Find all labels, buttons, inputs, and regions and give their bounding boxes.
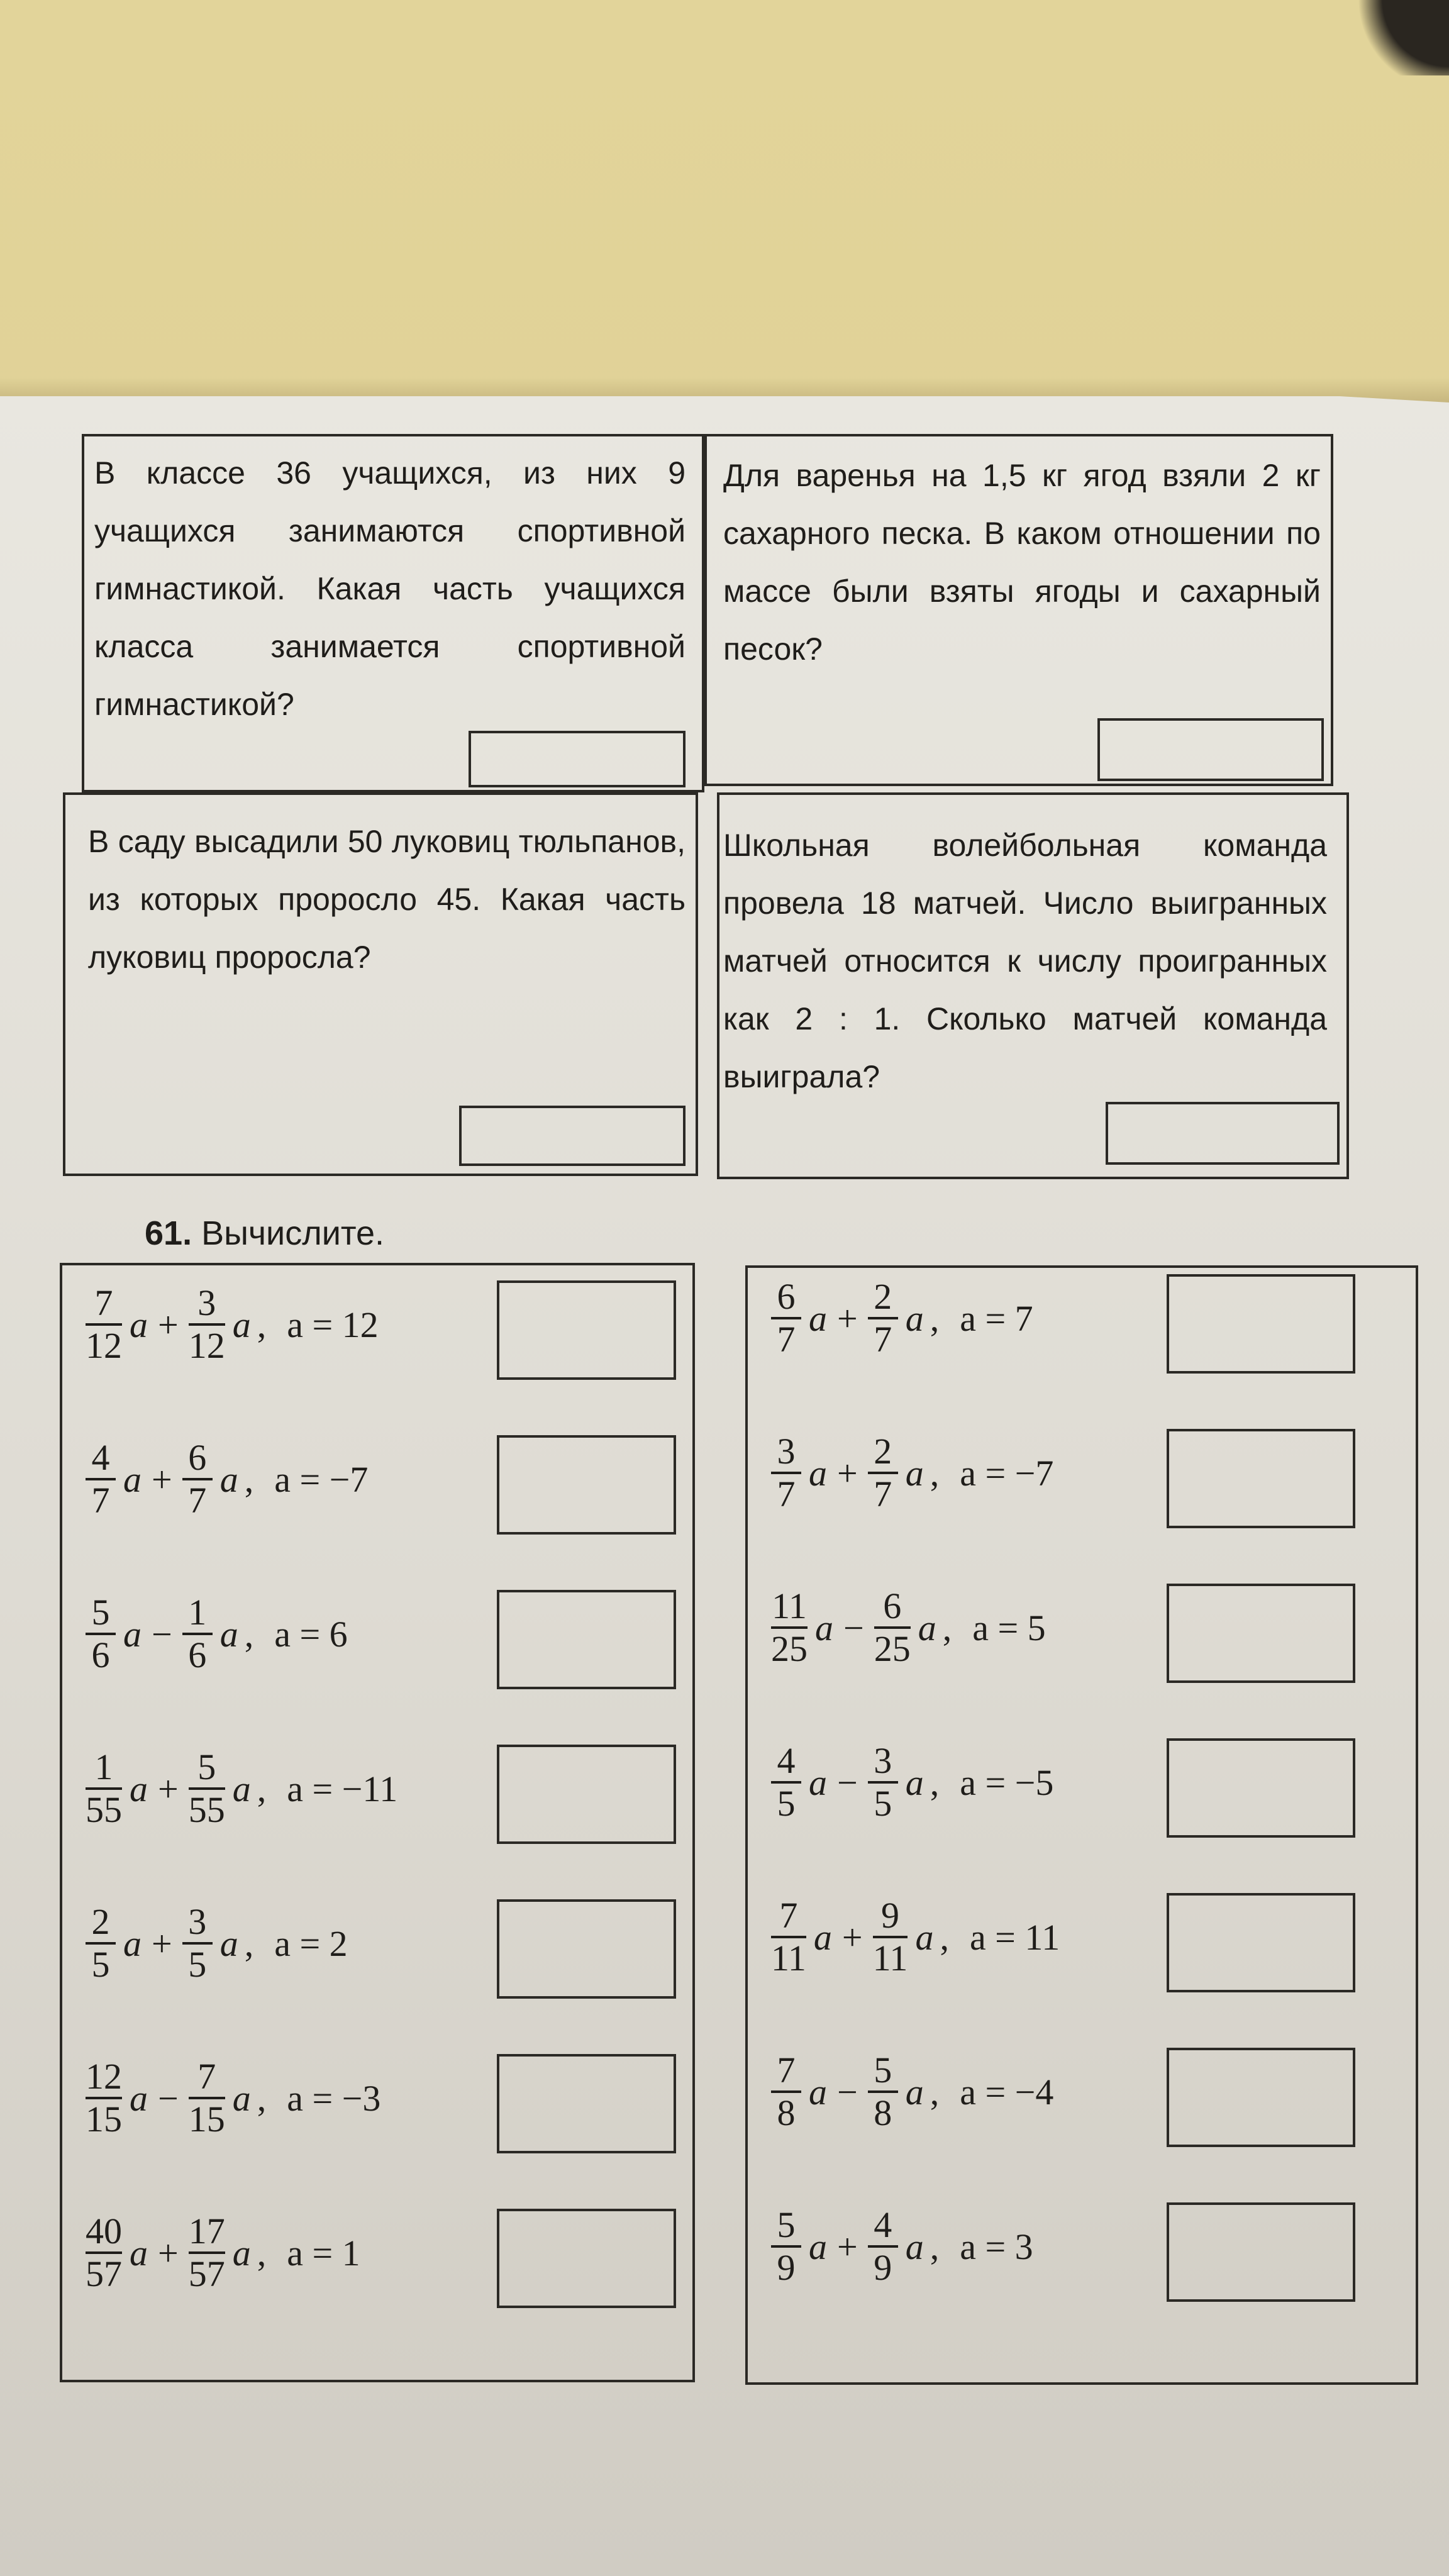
second-denominator: 57 <box>188 2253 225 2294</box>
left-expression-2 <box>82 1438 368 1521</box>
second-denominator: 8 <box>874 2092 892 2133</box>
right-expression-5 <box>767 1896 1060 1979</box>
first-denominator: 7 <box>777 1319 796 1360</box>
first-fraction <box>771 1741 801 1824</box>
exercise-number: 61. <box>145 1214 192 1252</box>
first-fraction <box>86 1283 122 1366</box>
condition: a = −11 <box>269 1768 398 1809</box>
second-numerator: 5 <box>874 2050 892 2090</box>
variable: a <box>219 1923 238 1964</box>
second-fraction <box>182 1438 213 1521</box>
second-denominator: 12 <box>188 1325 225 1366</box>
second-fraction <box>189 1283 225 1366</box>
first-denominator: 25 <box>771 1628 808 1669</box>
right-expression-3 <box>767 1586 1046 1669</box>
second-fraction <box>868 2205 898 2288</box>
separator: , <box>930 1452 940 1494</box>
second-fraction <box>189 1747 225 1830</box>
first-denominator: 12 <box>86 1325 122 1366</box>
variable: a <box>905 1452 924 1494</box>
first-fraction <box>86 1438 116 1521</box>
first-fraction <box>86 2057 122 2140</box>
first-fraction <box>771 1586 808 1669</box>
condition: a = 1 <box>269 2232 360 2273</box>
variable: a <box>219 1613 238 1655</box>
variable: a <box>809 1297 827 1339</box>
first-denominator: 9 <box>777 2247 796 2288</box>
variable: a <box>232 2232 251 2273</box>
separator: , <box>942 1607 952 1648</box>
first-numerator: 4 <box>91 1437 110 1478</box>
operator: + <box>158 1304 179 1345</box>
second-fraction <box>182 1592 213 1675</box>
first-denominator: 11 <box>771 1938 806 1979</box>
operator: − <box>158 2077 179 2119</box>
answer-box-problem-2[interactable] <box>1097 718 1324 781</box>
condition: a = 3 <box>941 2226 1033 2267</box>
condition: a = 5 <box>954 1607 1046 1648</box>
left-expression-3 <box>82 1592 348 1675</box>
operator: − <box>152 1613 172 1655</box>
separator: , <box>244 1613 254 1655</box>
first-numerator: 5 <box>777 2204 796 2245</box>
first-denominator: 6 <box>91 1635 110 1675</box>
operator: + <box>841 1916 863 1958</box>
second-numerator: 6 <box>883 1585 902 1626</box>
background-shadow <box>1355 0 1449 75</box>
variable: a <box>809 1452 827 1494</box>
condition: a = −4 <box>941 2071 1054 2112</box>
variable: a <box>905 2071 924 2112</box>
variable: a <box>905 1297 924 1339</box>
second-denominator: 7 <box>874 1319 892 1360</box>
first-fraction <box>771 2050 801 2133</box>
right-answer-box-4[interactable] <box>1167 1738 1355 1838</box>
variable: a <box>905 2226 924 2267</box>
first-denominator: 5 <box>91 1944 110 1985</box>
right-expression-4 <box>767 1741 1053 1824</box>
second-numerator: 2 <box>874 1431 892 1472</box>
second-numerator: 4 <box>874 2204 892 2245</box>
condition: a = −3 <box>269 2077 381 2119</box>
second-fraction <box>868 1741 898 1824</box>
left-answer-box-2[interactable] <box>497 1435 676 1535</box>
operator: − <box>843 1607 864 1648</box>
separator: , <box>930 1297 940 1339</box>
second-numerator: 9 <box>881 1895 899 1936</box>
separator: , <box>257 2232 267 2273</box>
left-expression-6 <box>82 2057 380 2140</box>
variable: a <box>130 1304 148 1345</box>
second-fraction <box>189 2211 225 2294</box>
first-numerator: 40 <box>86 2211 122 2251</box>
variable: a <box>232 2077 251 2119</box>
second-numerator: 1 <box>188 1592 207 1633</box>
second-numerator: 5 <box>197 1746 216 1787</box>
second-fraction <box>868 2050 898 2133</box>
left-answer-box-6[interactable] <box>497 2054 676 2153</box>
right-expression-6 <box>767 2050 1053 2133</box>
first-denominator: 57 <box>86 2253 122 2294</box>
first-denominator: 8 <box>777 2092 796 2133</box>
first-numerator: 7 <box>779 1895 798 1936</box>
right-expression-2 <box>767 1431 1053 1514</box>
operator: + <box>158 2232 179 2273</box>
variable: a <box>905 1762 924 1803</box>
right-expression-1 <box>767 1277 1033 1360</box>
operator: + <box>152 1458 172 1500</box>
left-answer-box-3[interactable] <box>497 1590 676 1689</box>
condition: a = 2 <box>256 1923 348 1964</box>
operator: − <box>837 1762 858 1803</box>
first-fraction <box>771 2205 801 2288</box>
variable: a <box>219 1458 238 1500</box>
left-expression-4 <box>82 1747 397 1830</box>
variable: a <box>815 1607 833 1648</box>
first-fraction <box>86 1747 122 1830</box>
variable: a <box>123 1613 142 1655</box>
right-answer-box-3[interactable] <box>1167 1584 1355 1683</box>
variable: a <box>232 1768 251 1809</box>
variable: a <box>123 1458 142 1500</box>
variable: a <box>918 1607 936 1648</box>
separator: , <box>257 1768 267 1809</box>
second-denominator: 6 <box>188 1635 207 1675</box>
left-answer-box-1[interactable] <box>497 1280 676 1380</box>
variable: a <box>130 2232 148 2273</box>
left-answer-box-5[interactable] <box>497 1899 676 1999</box>
separator: , <box>244 1458 254 1500</box>
second-denominator: 9 <box>874 2247 892 2288</box>
separator: , <box>930 1762 940 1803</box>
right-expression-7 <box>767 2205 1033 2288</box>
operator: + <box>837 2226 858 2267</box>
second-fraction <box>874 1586 911 1669</box>
left-expression-5 <box>82 1902 348 1985</box>
operator: + <box>152 1923 172 1964</box>
first-denominator: 15 <box>86 2099 122 2140</box>
separator: , <box>244 1923 254 1964</box>
second-numerator: 2 <box>874 1276 892 1317</box>
first-fraction <box>771 1431 801 1514</box>
second-denominator: 7 <box>188 1480 207 1521</box>
condition: a = 12 <box>269 1304 379 1345</box>
left-expression-7 <box>82 2211 360 2294</box>
operator: + <box>837 1452 858 1494</box>
separator: , <box>930 2071 940 2112</box>
problem-text-2: Для варенья на 1,5 кг ягод взяли 2 кг сахарного песка. В каком отношении по массе были взяты ягоды и сахарный песок? <box>723 458 1321 667</box>
second-fraction <box>873 1896 908 1979</box>
second-denominator: 11 <box>872 1938 908 1979</box>
answer-box-problem-1[interactable] <box>469 731 686 787</box>
right-answer-box-2[interactable] <box>1167 1429 1355 1528</box>
first-denominator: 7 <box>91 1480 110 1521</box>
variable: a <box>813 1916 832 1958</box>
first-fraction <box>771 1277 801 1360</box>
first-numerator: 7 <box>94 1282 113 1323</box>
condition: a = −7 <box>256 1458 369 1500</box>
first-denominator: 5 <box>777 1783 796 1824</box>
second-numerator: 3 <box>197 1282 216 1323</box>
condition: a = 7 <box>941 1297 1033 1339</box>
separator: , <box>257 2077 267 2119</box>
first-numerator: 4 <box>777 1740 796 1781</box>
variable: a <box>809 2071 827 2112</box>
first-fraction <box>86 1592 116 1675</box>
second-denominator: 25 <box>874 1628 911 1669</box>
first-numerator: 5 <box>91 1592 110 1633</box>
variable: a <box>232 1304 251 1345</box>
exercise-title: Вычислите. <box>201 1214 385 1252</box>
variable: a <box>809 1762 827 1803</box>
first-numerator: 11 <box>772 1585 807 1626</box>
first-fraction <box>86 1902 116 1985</box>
second-denominator: 7 <box>874 1474 892 1514</box>
variable: a <box>130 2077 148 2119</box>
problem-text-4: Школьная волейбольная команда провела 18 матчей. Число выигранных матчей относится к числу проигранных как 2 : 1. Сколько матчей команда выиграла? <box>723 828 1327 1094</box>
second-fraction <box>868 1277 898 1360</box>
first-fraction <box>86 2211 122 2294</box>
operator: + <box>158 1768 179 1809</box>
second-fraction <box>182 1902 213 1985</box>
left-expression-1 <box>82 1283 379 1366</box>
first-denominator: 7 <box>777 1474 796 1514</box>
second-denominator: 5 <box>874 1783 892 1824</box>
second-numerator: 3 <box>188 1901 207 1942</box>
first-numerator: 12 <box>86 2056 122 2097</box>
problem-text-3: В саду высадили 50 луковиц тюльпанов, из которых проросло 45. Какая часть луковиц проросла? <box>88 824 686 975</box>
left-answer-box-7[interactable] <box>497 2209 676 2308</box>
first-numerator: 3 <box>777 1431 796 1472</box>
condition: a = 11 <box>951 1916 1060 1958</box>
second-denominator: 5 <box>188 1944 207 1985</box>
condition: a = 6 <box>256 1613 348 1655</box>
second-numerator: 6 <box>188 1437 207 1478</box>
right-answer-box-6[interactable] <box>1167 2048 1355 2147</box>
first-numerator: 7 <box>777 2050 796 2090</box>
second-fraction <box>868 1431 898 1514</box>
second-numerator: 3 <box>874 1740 892 1781</box>
first-fraction <box>771 1896 806 1979</box>
operator: + <box>837 1297 858 1339</box>
problem-text-1: В классе 36 учащихся, из них 9 учащихся занимаются спортивной гимнастикой. Какая часть учащихся класса занимается спортивной гимнастикой? <box>94 455 686 722</box>
second-numerator: 17 <box>188 2211 225 2251</box>
separator: , <box>930 2226 940 2267</box>
first-denominator: 55 <box>86 1789 122 1830</box>
first-numerator: 1 <box>94 1746 113 1787</box>
right-answer-box-1[interactable] <box>1167 1274 1355 1374</box>
right-answer-box-7[interactable] <box>1167 2202 1355 2302</box>
operator: − <box>837 2071 858 2112</box>
second-denominator: 55 <box>188 1789 225 1830</box>
separator: , <box>940 1916 949 1958</box>
separator: , <box>257 1304 267 1345</box>
left-answer-box-4[interactable] <box>497 1745 676 1844</box>
condition: a = −7 <box>941 1452 1054 1494</box>
answer-box-problem-3[interactable] <box>459 1106 686 1166</box>
second-denominator: 15 <box>188 2099 225 2140</box>
first-numerator: 2 <box>91 1901 110 1942</box>
variable: a <box>915 1916 934 1958</box>
variable: a <box>130 1768 148 1809</box>
right-answer-box-5[interactable] <box>1167 1893 1355 1992</box>
first-numerator: 6 <box>777 1276 796 1317</box>
condition: a = −5 <box>941 1762 1054 1803</box>
variable: a <box>123 1923 142 1964</box>
answer-box-problem-4[interactable] <box>1106 1102 1340 1165</box>
second-fraction <box>189 2057 225 2140</box>
variable: a <box>809 2226 827 2267</box>
second-numerator: 7 <box>197 2056 216 2097</box>
exercise-heading <box>145 1214 384 1253</box>
